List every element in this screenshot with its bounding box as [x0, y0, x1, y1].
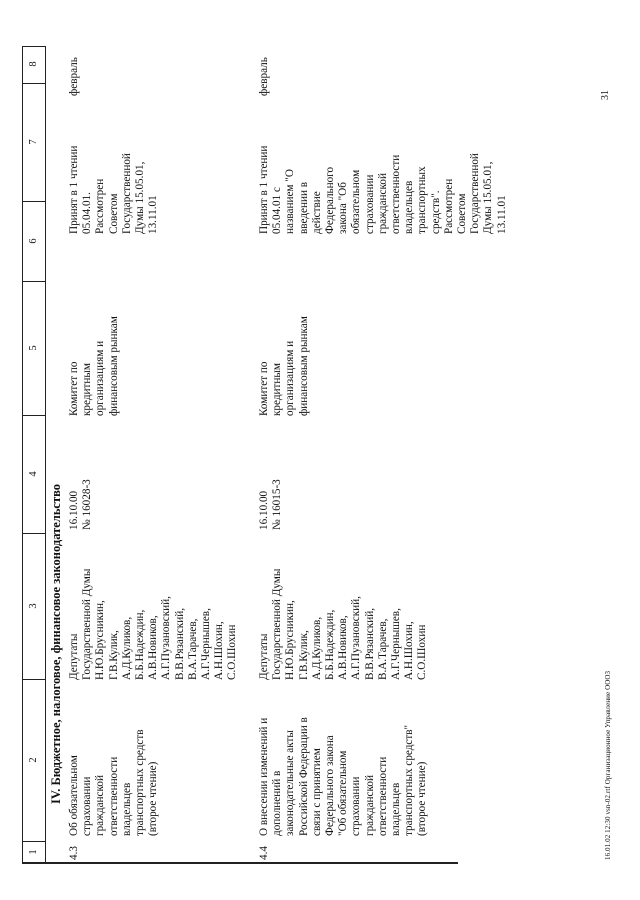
row-4-4-committee: Комитет по кредитным организациям и финансовым рынкам [258, 316, 310, 416]
row-4-4-title: О внесении изменений и дополнений в законодательные акты Российской Федерации в связи с принятием Федерального закона "Об обязательном страховании гражданской ответственности владельцев транспортных средств" (второе чтение) [258, 717, 429, 836]
column-header-row [22, 46, 46, 864]
col-header-2: 2 [23, 679, 45, 842]
row-4-3-number: 4.3 [68, 846, 80, 860]
row-4-3-committee: Комитет по кредитным организациям и финансовым рынкам [68, 316, 120, 416]
col-header-1: 1 [23, 841, 45, 864]
col-header-4: 4 [23, 415, 45, 534]
col-header-8: 8 [23, 45, 45, 84]
col-header-6: 6 [23, 201, 45, 282]
col-header-3: 3 [23, 533, 45, 680]
section-title: IV. Бюджетное, налоговое, финансовое законодательство [49, 483, 63, 804]
col-header-5: 5 [23, 281, 45, 416]
col-header-7: 7 [23, 83, 45, 202]
row-4-4-authors: Депутаты Государственной Думы Н.Ю.Брусникин, Г.В.Кулик, А.Д.Куликов, Б.Б.Надеждин, А.В.Новиков, А.Г.Пузановский, В.В.Рязанский, В.А.Тарачев, А.Г.Чернышев, А.Н.Шохин, С.О.Шохин [258, 568, 429, 680]
page-number: 31 [600, 90, 611, 100]
row-4-3-authors: Депутаты Государственной Думы Н.Ю.Брусникин, Г.В.Кулик, А.Д.Куликов, Б.Б.Надеждин, А.В.Новиков, А.Г.Пузановский, В.В.Рязанский, В.А.Тарачев, А.Г.Чернышев, А.Н.Шохин, С.О.Шохин [68, 568, 239, 680]
row-4-4-col8: февраль [258, 57, 270, 96]
table-left-border [22, 863, 458, 865]
row-4-3-status: Принят в 1 чтении 05.04.01. Рассмотрен Советом Государственной Думы 15.05.01, 13.11.01 [68, 145, 160, 234]
row-4-4-status: Принят в 1 чтении 05.04.01 с названием "О введении в действие Федерального закона "Об обязательном страховании гражданской ответственности владельцев транспортных средств". Рассмотрен Советом Государственной Думы 15.05.01, 13.11.01 [258, 145, 508, 234]
row-4-3-col8: февраль [68, 57, 80, 96]
row-4-3-title: Об обязательном страховании гражданской ответственности владельцев транспортных средств (второе чтение) [68, 729, 160, 836]
row-4-4-number: 4.4 [258, 846, 270, 860]
row-4-3-date-number: 16.10.00 № 16028-3 [68, 479, 94, 530]
row-4-4-date-number: 16.10.00 № 16015-3 [258, 479, 284, 530]
document-footer: 16.01.02 12:30 vsn-02.rtf Организационное Управление ООО3 [604, 670, 612, 860]
